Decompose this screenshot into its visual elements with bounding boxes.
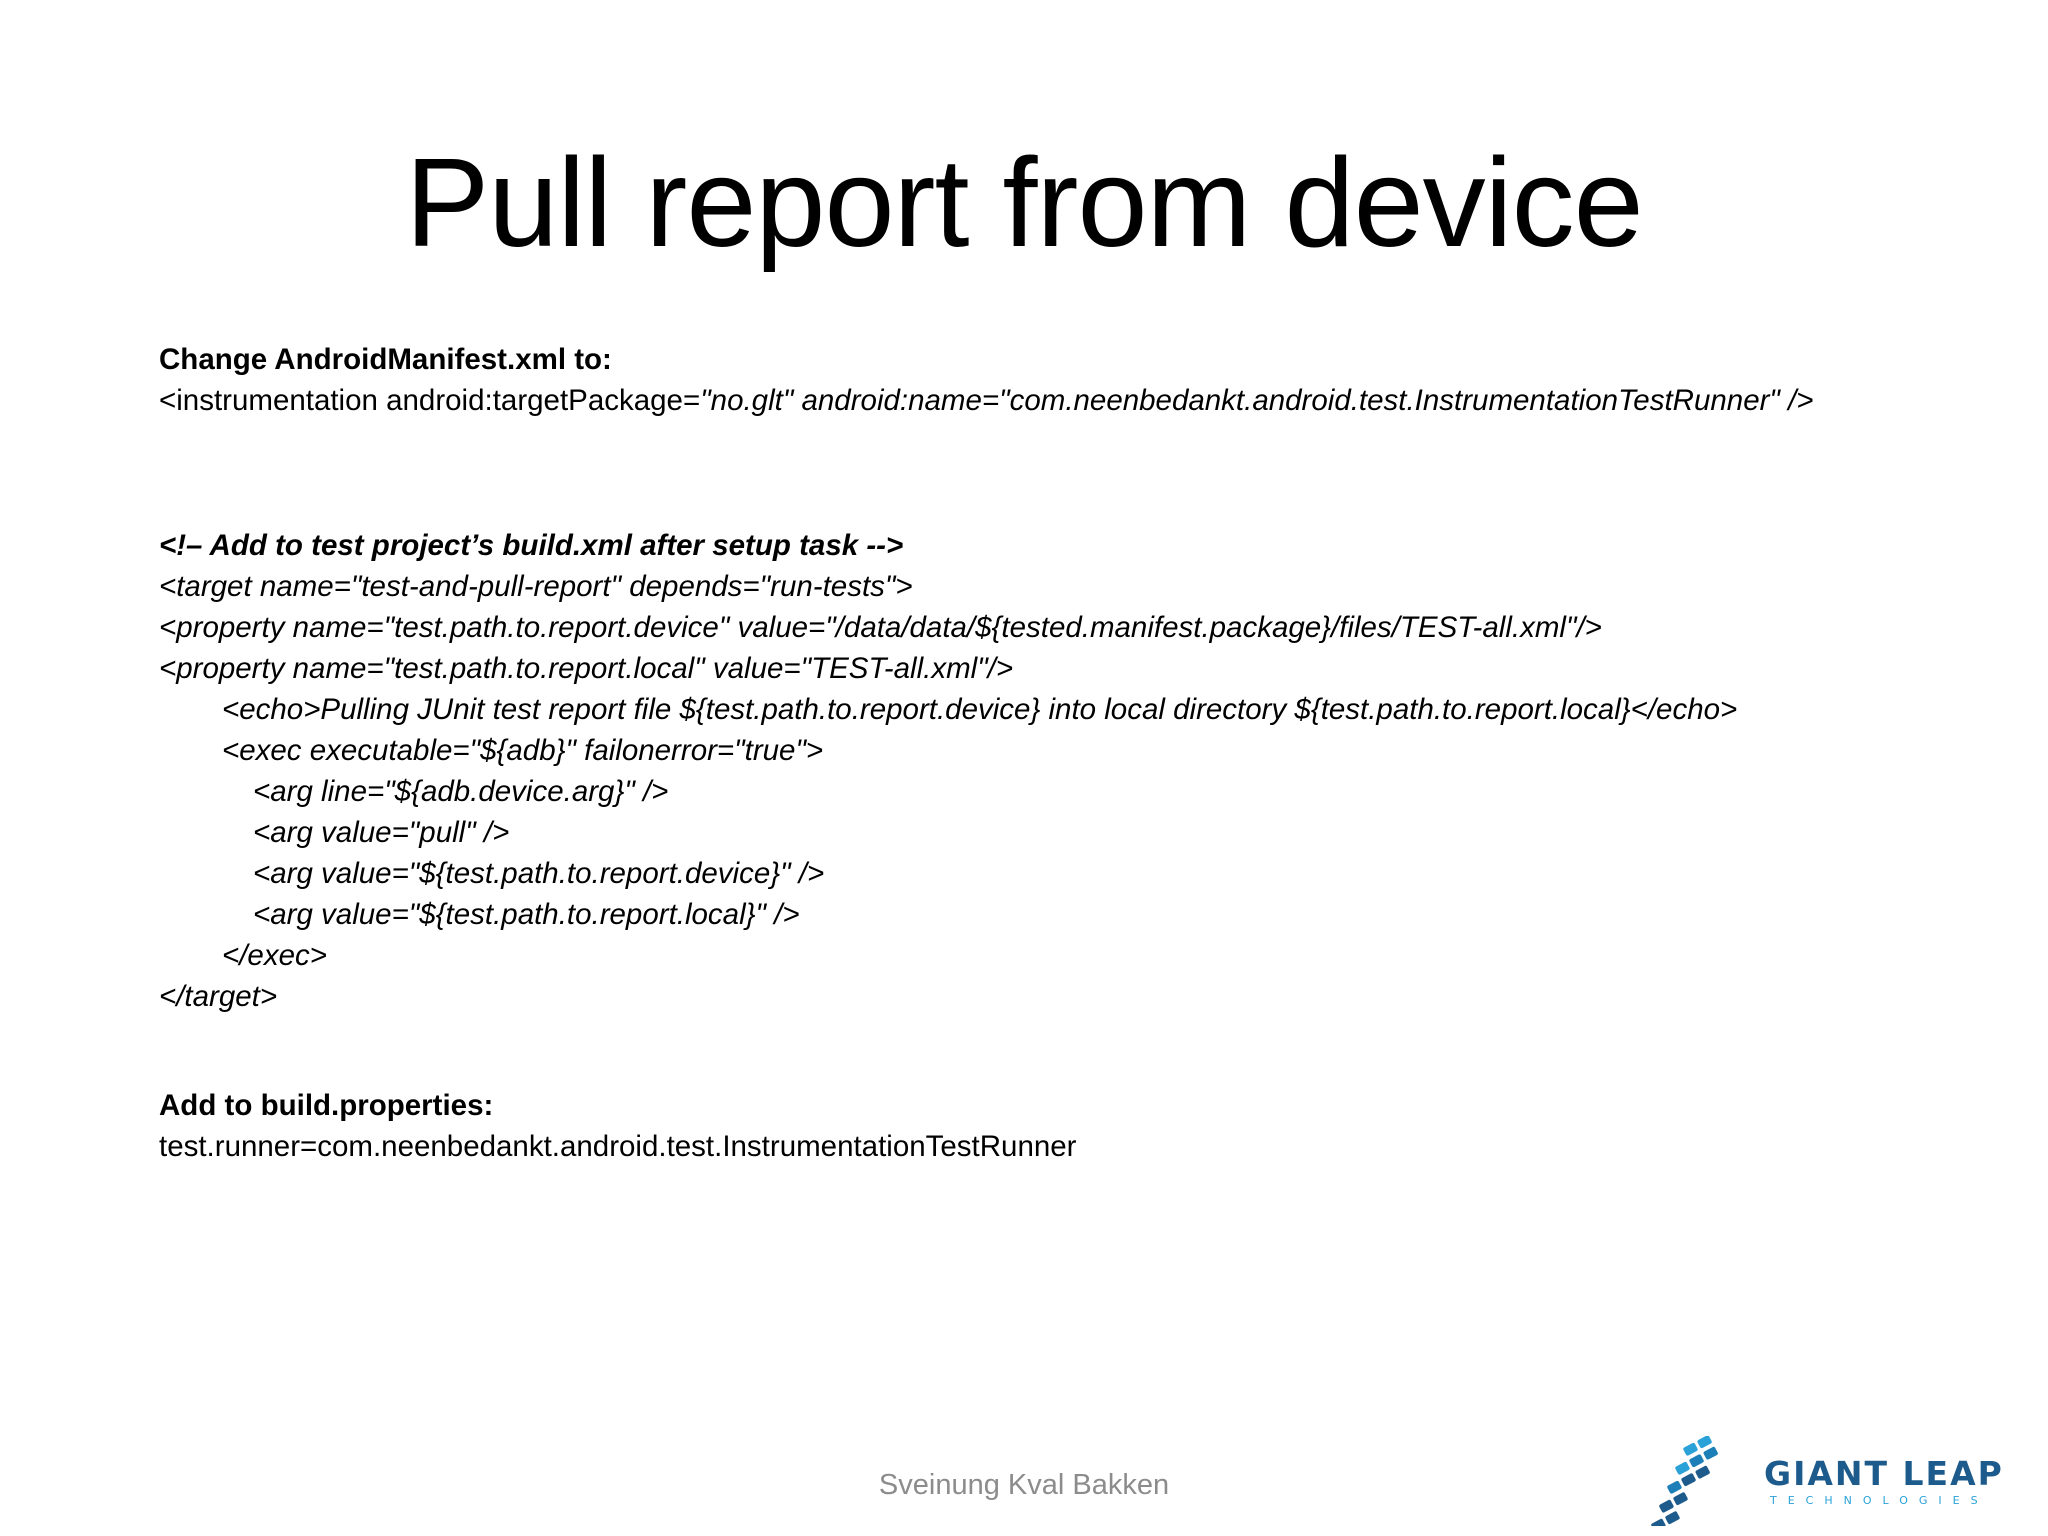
code-line-arg-device: <arg value="${test.path.to.report.device}" /> xyxy=(253,857,825,890)
slide-title: Pull report from device xyxy=(405,132,1643,273)
code-line-property-device: <property name="test.path.to.report.device" value="/data/data/${tested.manifest.package}/files/TEST-all.xml"/> xyxy=(159,611,1602,644)
logo-name: GIANT LEAP xyxy=(1764,1454,2004,1493)
footer-author: Sveinung Kval Bakken xyxy=(878,1469,1170,1501)
logo-tagline: TECHNOLOGIES xyxy=(1770,1494,1989,1507)
code-line-target-close: </target> xyxy=(159,980,278,1013)
manifest-heading: Change AndroidManifest.xml to: xyxy=(159,343,612,376)
company-logo xyxy=(1640,1436,2004,1526)
code-line-echo: <echo>Pulling JUnit test report file ${test.path.to.report.device} into local directory ${test.path.to.report.local}</echo> xyxy=(222,693,1738,726)
manifest-code-line xyxy=(159,381,1814,421)
code-line-target-open: <target name="test-and-pull-report" depends="run-tests"> xyxy=(159,570,913,603)
build-properties-heading: Add to build.properties: xyxy=(159,1089,494,1122)
manifest-code-italic: "no.glt" android:name="com.neenbedankt.android.test.InstrumentationTestRunner" /> xyxy=(700,384,1814,417)
code-line-exec-close: </exec> xyxy=(222,939,327,972)
code-line-arg-pull: <arg value="pull" /> xyxy=(253,816,510,849)
manifest-code-plain: <instrumentation android:targetPackage= xyxy=(159,384,701,417)
build-properties-line: test.runner=com.neenbedankt.android.test.InstrumentationTestRunner xyxy=(159,1130,1077,1163)
code-line-property-local: <property name="test.path.to.report.local" value="TEST-all.xml"/> xyxy=(159,652,1014,685)
build-xml-comment: <!– Add to test project’s build.xml after setup task --> xyxy=(159,529,904,562)
code-line-exec-open: <exec executable="${adb}" failonerror="true"> xyxy=(222,734,824,767)
logo-mark-icon xyxy=(1640,1436,1760,1526)
code-line-arg-local: <arg value="${test.path.to.report.local}" /> xyxy=(253,898,800,931)
code-line-arg-line: <arg line="${adb.device.arg}" /> xyxy=(253,775,669,808)
